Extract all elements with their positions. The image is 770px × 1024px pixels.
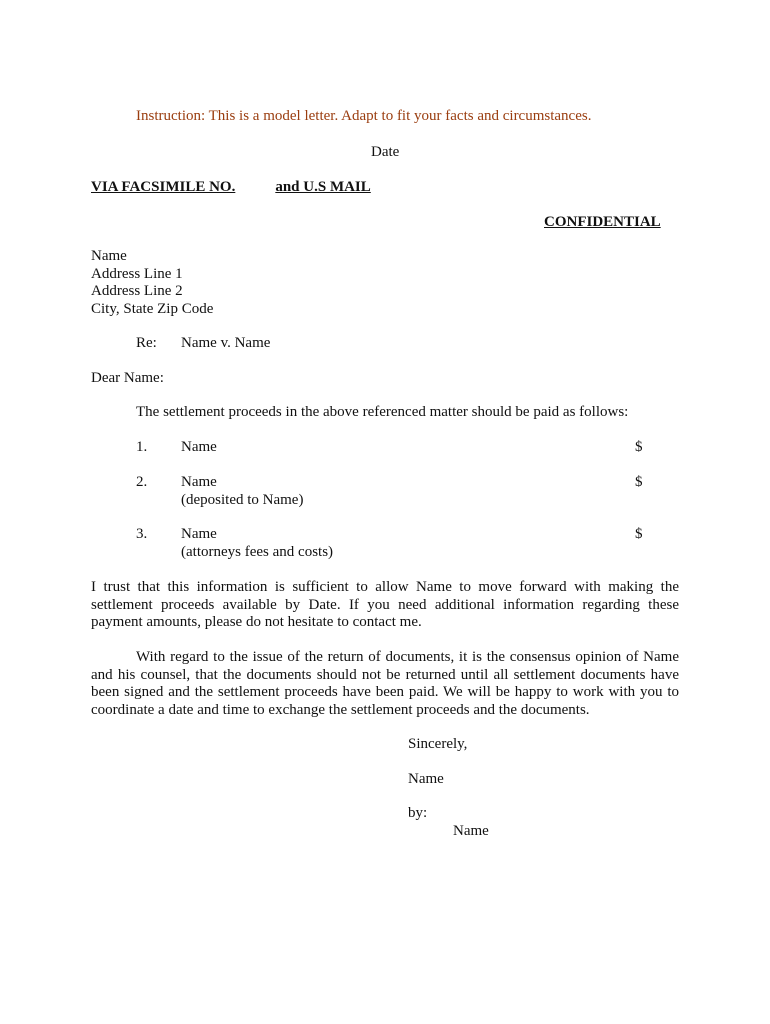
re-label: Re: [136, 335, 157, 351]
recipient-address-line-1: Address Line 1 [91, 265, 183, 282]
payment-item-number: 2. [136, 474, 148, 490]
payment-item-name: Name [181, 474, 217, 490]
delivery-fax: VIA FACSIMILE NO. [91, 179, 236, 195]
re-text: Name v. Name [181, 335, 271, 351]
intro-sentence: The settlement proceeds in the above referenced matter should be paid as follows: [136, 404, 629, 420]
confidential-label: CONFIDENTIAL [544, 214, 661, 230]
instruction-note: Instruction: This is a model letter. Adapt to fit your facts and circumstances. [136, 108, 592, 124]
payment-item-amount: $ [635, 526, 643, 542]
payment-item-number: 3. [136, 526, 148, 542]
recipient-name: Name [91, 248, 127, 264]
payment-item-name: Name [181, 439, 217, 455]
recipient-address [91, 248, 213, 318]
payment-item-note: (deposited to Name) [181, 491, 304, 508]
recipient-city-state-zip: City, State Zip Code [91, 300, 214, 317]
payment-item-amount: $ [635, 474, 643, 490]
payment-item-name: Name [181, 526, 217, 542]
delivery-mail: and U.S MAIL [275, 179, 371, 195]
body-paragraph-2: With regard to the issue of the return of documents, it is the consensus opinion of Name and his counsel, that the documents should not be returned until all settlement documents have been signed and the settlement proceeds have been paid. We will be happy to work with you to coordinate a date and time to exchange the settlement proceeds and the documents. [91, 649, 679, 718]
closing: Sincerely, [408, 736, 468, 752]
salutation: Dear Name: [91, 370, 164, 386]
re-line [136, 335, 270, 353]
by-name: Name [453, 823, 489, 839]
payment-item-note: (attorneys fees and costs) [181, 543, 334, 560]
recipient-address-line-2: Address Line 2 [91, 283, 183, 299]
delivery-method [91, 179, 371, 197]
body-paragraph-1: I trust that this information is sufficient to allow Name to move forward with making the settlement proceeds available by Date. If you need additional information regarding these payment amounts, please do not hesitate to contact me. [91, 579, 679, 630]
by-label: by: [408, 805, 428, 821]
letter-date: Date [371, 144, 400, 160]
signature-name: Name [408, 771, 444, 787]
payment-item-amount: $ [635, 439, 643, 455]
payment-item-number: 1. [136, 439, 148, 455]
